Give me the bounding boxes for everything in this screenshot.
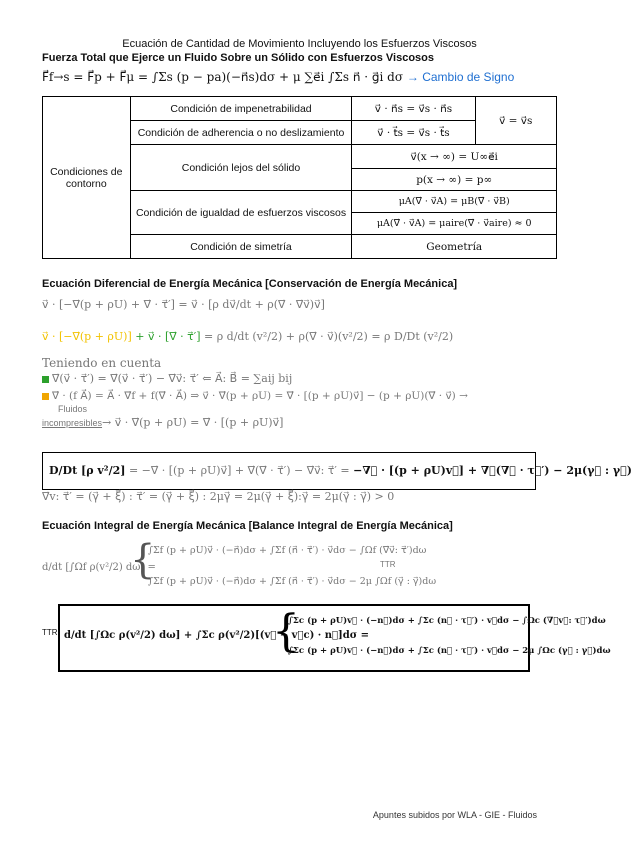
row-eq-symmetry: Geometría [352,235,557,259]
row-eq-far-field-pressure: p(x → ∞) = p∞ [352,169,557,191]
identity-3: incompresibles→ v⃗ · ∇⃗(p + ρU) = ∇⃗ · [(p + ρU)v⃗] [42,416,284,429]
energy-eq-1: v⃗ · [−∇⃗(p + ρU) + ∇⃗ · τ⃗′] = v⃗ · [ρ dv⃗/dt + ρ(∇⃗ · ∇⃗v⃗)v⃗] [42,298,325,311]
boundary-conditions-table [42,96,557,259]
total-force-equation: F⃗f→s = F⃗p + F⃗μ = ∫Σs (p − pa)(−n⃗s)dσ + μ ∑e⃗i ∫Σs n⃗ · g⃗i dσ → Cambio de Signo [42,70,515,84]
dissipation-identity: ∇⃗v: τ⃗′ = (γ⃗ + ξ⃗) : τ⃗′ = (γ⃗ + ξ⃗) : 2μγ⃗ = 2μ(γ⃗ + ξ⃗):γ⃗ = 2μ(γ⃗ : γ⃗) > 0 [42,490,395,503]
energy-eq-2-rest: = ρ d/dt (v²/2) + ρ(∇⃗ · v⃗)(v²/2) = ρ D/Dt (v²/2) [204,330,454,343]
fluidos-label: Fluidos [58,404,88,414]
footer-credit: Apuntes subidos por WLA - GIE - Fluidos [372,810,537,820]
boxed-case-2: ∫Σc (p + ρU)v⃗ · (−n⃗)dσ + ∫Σc (n⃗ · τ⃗′) · v⃗dσ − 2μ ∫Ωc (γ⃗ : γ⃗)dω [288,646,611,656]
orange-square-icon [42,393,49,400]
row-label-adherence: Condición de adherencia o no deslizamiento [130,121,352,145]
identity-2: ∇⃗ · (f A⃗) = A⃗ · ∇⃗f + f(∇⃗ · A⃗) ⇒ v⃗ · ∇⃗(p + ρU) = ∇⃗ · [(p + ρU)v⃗] − (p + ρU)(∇⃗ · v⃗) → [42,390,468,402]
left-brace-icon: { [130,537,156,583]
section1-title: Fuerza Total que Ejerce un Fluido Sobre un Sólido con Esfuerzos Viscosos [42,52,434,64]
row-eq-far-field-velocity: v⃗(x → ∞) = U∞e⃗i [352,145,557,169]
row-eq-viscous-stress-1: μA(∇⃗ · v⃗A) = μB(∇⃗ · v⃗B) [352,191,557,213]
sign-change-note: → Cambio de Signo [406,70,515,84]
ttr-label-1: TTR [380,560,396,569]
row-eq-adherence: v⃗ · t⃗s = v⃗s · t⃗s [352,121,475,145]
boxed-case-1: ∫Σc (p + ρU)v⃗ · (−n⃗)dσ + ∫Σc (n⃗ · τ⃗′) · v⃗dσ − ∫Ωc (∇⃗v⃗: τ⃗′)dω [288,616,606,626]
table-left-label: Condiciones de contorno [43,97,131,259]
row-label-viscous-stress: Condición de igualdad de esfuerzos viscosos [130,191,352,235]
section2-title: Ecuación Diferencial de Energía Mecánica [Conservación de Energía Mecánica] [42,278,458,290]
identity-1: ∇⃗(v⃗ · τ⃗′) = ∇⃗(v⃗ · τ⃗′) − ∇⃗v⃗: τ⃗′ ⇐ A⃗: B⃗ = ∑aij bij [42,372,292,385]
document-title: Ecuación de Cantidad de Movimiento Incluyendo los Esfuerzos Viscosos [122,38,477,50]
boxed-brace-icon: { [272,606,300,657]
row-eq-viscous-stress-2: μA(∇⃗ · v⃗A) = μaire(∇⃗ · v⃗aire) ≈ 0 [352,213,557,235]
boxed-integral-equation [58,604,611,672]
ttr-label-2: TTR [42,628,58,637]
boxed-differential-equation: D/Dt [ρ v²/2] = −∇⃗ · [(p + ρU)v⃗] + ∇⃗(∇⃗ · τ⃗′) − ∇⃗v⃗: τ⃗′ = −∇⃗ · [(p + ρU)v⃗] + ∇⃗(∇⃗ · τ⃗′) − 2μ(γ⃗ : γ⃗) [42,452,536,490]
row-label-far-field: Condición lejos del sólido [130,145,352,191]
integral-case-1: ∫Σf (p + ρU)v⃗ · (−n⃗)dσ + ∫Σf (n⃗ · τ⃗′) · v⃗dσ − ∫Ωf (∇⃗v⃗: τ⃗′)dω [148,545,427,556]
row-eq-impenetrability: v⃗ · n⃗s = v⃗s · n⃗s [352,97,475,121]
energy-eq-2-yellow: v⃗ · [−∇⃗(p + ρU)] [42,330,132,343]
green-square-icon [42,376,49,383]
merged-eq: v⃗ = v⃗s [475,97,556,145]
energy-eq-2 [42,330,453,343]
teniendo-en-cuenta: Teniendo en cuenta [42,356,162,370]
row-label-symmetry: Condición de simetría [130,235,352,259]
integral-lhs: d/dt [∫Ωf ρ(v²/2) dω] = [42,562,156,573]
row-label-impenetrability: Condición de impenetrabilidad [130,97,352,121]
boxed-integral-lhs: d/dt [∫Ωc ρ(v²/2) dω] + ∫Σc ρ(v²/2)[(v⃗ − v⃗c) · n⃗]dσ = [64,630,369,641]
section3-title: Ecuación Integral de Energía Mecánica [Balance Integral de Energía Mecánica] [42,520,453,532]
energy-eq-2-green: + v⃗ · [∇⃗ · τ⃗′] [135,330,201,343]
integral-case-2: ∫Σf (p + ρU)v⃗ · (−n⃗)dσ + ∫Σf (n⃗ · τ⃗′) · v⃗dσ − 2μ ∫Ωf (γ⃗ : γ⃗)dω [148,576,437,587]
